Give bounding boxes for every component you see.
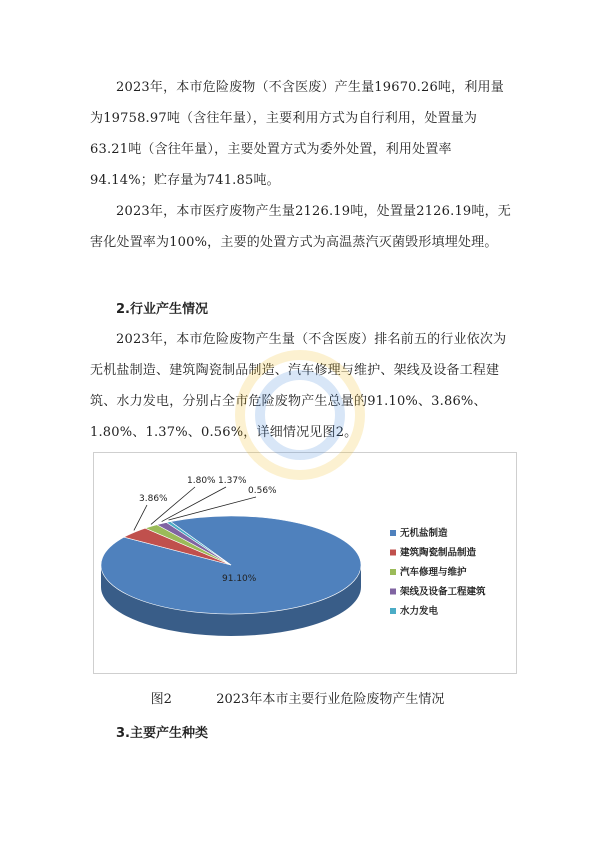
pie-chart bbox=[94, 453, 516, 673]
paragraph-industry: 2023年，本市危险废物产生量（不含医废）排名前五的行业依次为无机盐制造、建筑陶瓷制品制造、汽车修理与维护、架线及设备工程建筑、水力发电，分别占全市危险废物产生总量的91.10%、3.86%、1.80%、1.37%、0.56%，详细情况见图2。 bbox=[90, 332, 507, 440]
data-label-3: 1.37% bbox=[218, 476, 247, 486]
legend-swatch-2 bbox=[390, 569, 396, 575]
section-heading-types: 3.主要产生种类 bbox=[116, 726, 208, 741]
figure-caption bbox=[0, 688, 595, 707]
data-label-1: 3.86% bbox=[139, 494, 168, 504]
legend-swatch-4 bbox=[390, 608, 396, 614]
legend-swatch-0 bbox=[390, 530, 396, 536]
legend-label-4: 水力发电 bbox=[400, 606, 439, 617]
legend-swatch-3 bbox=[390, 589, 396, 595]
pie-chart-frame bbox=[93, 452, 517, 674]
paragraph-medical-waste: 2023年，本市医疗废物产生量2126.19吨，处置量2126.19吨，无害化处置率为100%，主要的处置方式为高温蒸汽灭菌毁形填埋处理。 bbox=[90, 204, 512, 250]
legend-swatch-1 bbox=[390, 550, 396, 556]
legend-label-2: 汽车修理与维护 bbox=[400, 567, 467, 578]
legend-label-3: 架线及设备工程建筑 bbox=[400, 586, 486, 598]
paragraph-hazardous-waste: 2023年，本市危险废物（不含医废）产生量19670.26吨，利用量为19758.97吨（含往年量），主要利用方式为自行利用，处置量为63.21吨（含往年量），主要处置方式为委外处置，利用处置率94.14%；贮存量为741.85吨。 bbox=[90, 80, 504, 188]
leader-line-1 bbox=[134, 505, 147, 530]
legend-label-1: 建筑陶瓷制品制造 bbox=[400, 547, 477, 559]
data-label-4: 0.56% bbox=[248, 486, 277, 496]
data-label-0: 91.10% bbox=[222, 574, 257, 584]
data-label-2: 1.80% bbox=[187, 476, 216, 486]
section-heading-industry: 2.行业产生情况 bbox=[116, 302, 208, 317]
figure-title: 2023年本市主要行业危险废物产生情况 bbox=[216, 692, 445, 707]
legend-label-0: 无机盐制造 bbox=[400, 528, 448, 539]
figure-label: 图2 bbox=[150, 692, 172, 707]
